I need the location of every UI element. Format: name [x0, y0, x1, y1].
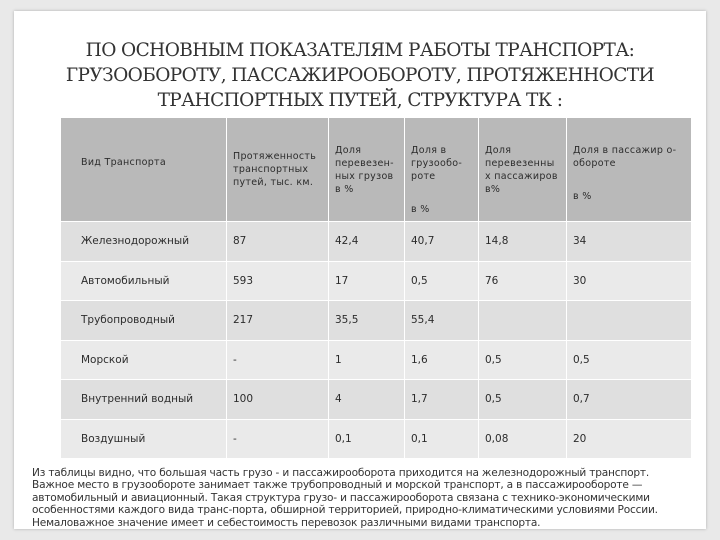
table-row	[61, 419, 691, 458]
table-cell	[479, 300, 567, 340]
table-cell: 0,5	[567, 340, 691, 379]
title-line: ПО ОСНОВНЫМ ПОКАЗАТЕЛЯМ РАБОТЫ ТРАНСПОРТА:	[85, 40, 635, 61]
table-row	[61, 261, 691, 300]
table-cell: 0,08	[479, 419, 567, 458]
table-cell: 217	[227, 300, 329, 340]
table-cell: Внутренний водный	[61, 379, 227, 419]
table-cell: -	[227, 419, 329, 458]
table-row	[61, 340, 691, 379]
header-cell: Протяженность транспортных путей, тыс. км.	[227, 118, 329, 221]
table-cell: 40,7	[405, 221, 479, 261]
slide-title	[14, 38, 706, 113]
table-cell	[567, 300, 691, 340]
table-row	[61, 300, 691, 340]
table-cell: 593	[227, 261, 329, 300]
table-cell: 0,7	[567, 379, 691, 419]
table-cell: 100	[227, 379, 329, 419]
table-cell: 87	[227, 221, 329, 261]
table-cell: 55,4	[405, 300, 479, 340]
header-cell: Доля перевезенны х пассажиров в%	[479, 118, 567, 221]
table-cell: 30	[567, 261, 691, 300]
table-cell: 17	[329, 261, 405, 300]
transport-table	[60, 118, 691, 459]
table-cell: Воздушный	[61, 419, 227, 458]
table-cell: Трубопроводный	[61, 300, 227, 340]
table-cell: 1	[329, 340, 405, 379]
table-cell: 76	[479, 261, 567, 300]
title-line: ТРАНСПОРТНЫХ ПУТЕЙ, СТРУКТУРА ТК :	[157, 90, 563, 111]
header-cell: Доля в грузообо-роте в %	[405, 118, 479, 221]
table-cell: 20	[567, 419, 691, 458]
table-cell: 34	[567, 221, 691, 261]
table-row	[61, 221, 691, 261]
table-cell: 35,5	[329, 300, 405, 340]
table-cell: 42,4	[329, 221, 405, 261]
table-cell: Железнодорожный	[61, 221, 227, 261]
header-cell: Доля перевезен-ных грузов в %	[329, 118, 405, 221]
table-cell: 0,5	[479, 379, 567, 419]
table-cell: -	[227, 340, 329, 379]
table-cell: Морской	[61, 340, 227, 379]
table-cell: 0,5	[405, 261, 479, 300]
conclusion-text: Из таблицы видно, что большая часть грузо - и пассажирооборота приходится на железнодорожный транспорт. Важное место в грузообороте занимает также трубопроводный и морской транспорт, а в пассажирообороте — автомобильный и авиационный. Такая структура грузо- и пассажирооборота связана с технико-экономическими особенностями каждого вида транс-порта, обширной территорией, природно-климатическими условиями России. Немаловажное значение имеет и себестоимость перевозок различными видами транспорта.	[32, 467, 658, 529]
table-cell: 14,8	[479, 221, 567, 261]
title-line: ГРУЗООБОРОТУ, ПАССАЖИРООБОРОТУ, ПРОТЯЖЕННОСТИ	[65, 65, 655, 86]
header-cell: Вид Транспорта	[61, 118, 227, 221]
table-cell: 0,5	[479, 340, 567, 379]
table-cell: 0,1	[329, 419, 405, 458]
table-cell: 1,7	[405, 379, 479, 419]
header-cell: Доля в пассажир о-обороте в %	[567, 118, 691, 221]
table-row	[61, 379, 691, 419]
table-cell: Автомобильный	[61, 261, 227, 300]
table-header-row	[61, 118, 691, 221]
table-cell: 1,6	[405, 340, 479, 379]
table-cell: 0,1	[405, 419, 479, 458]
table-cell: 4	[329, 379, 405, 419]
